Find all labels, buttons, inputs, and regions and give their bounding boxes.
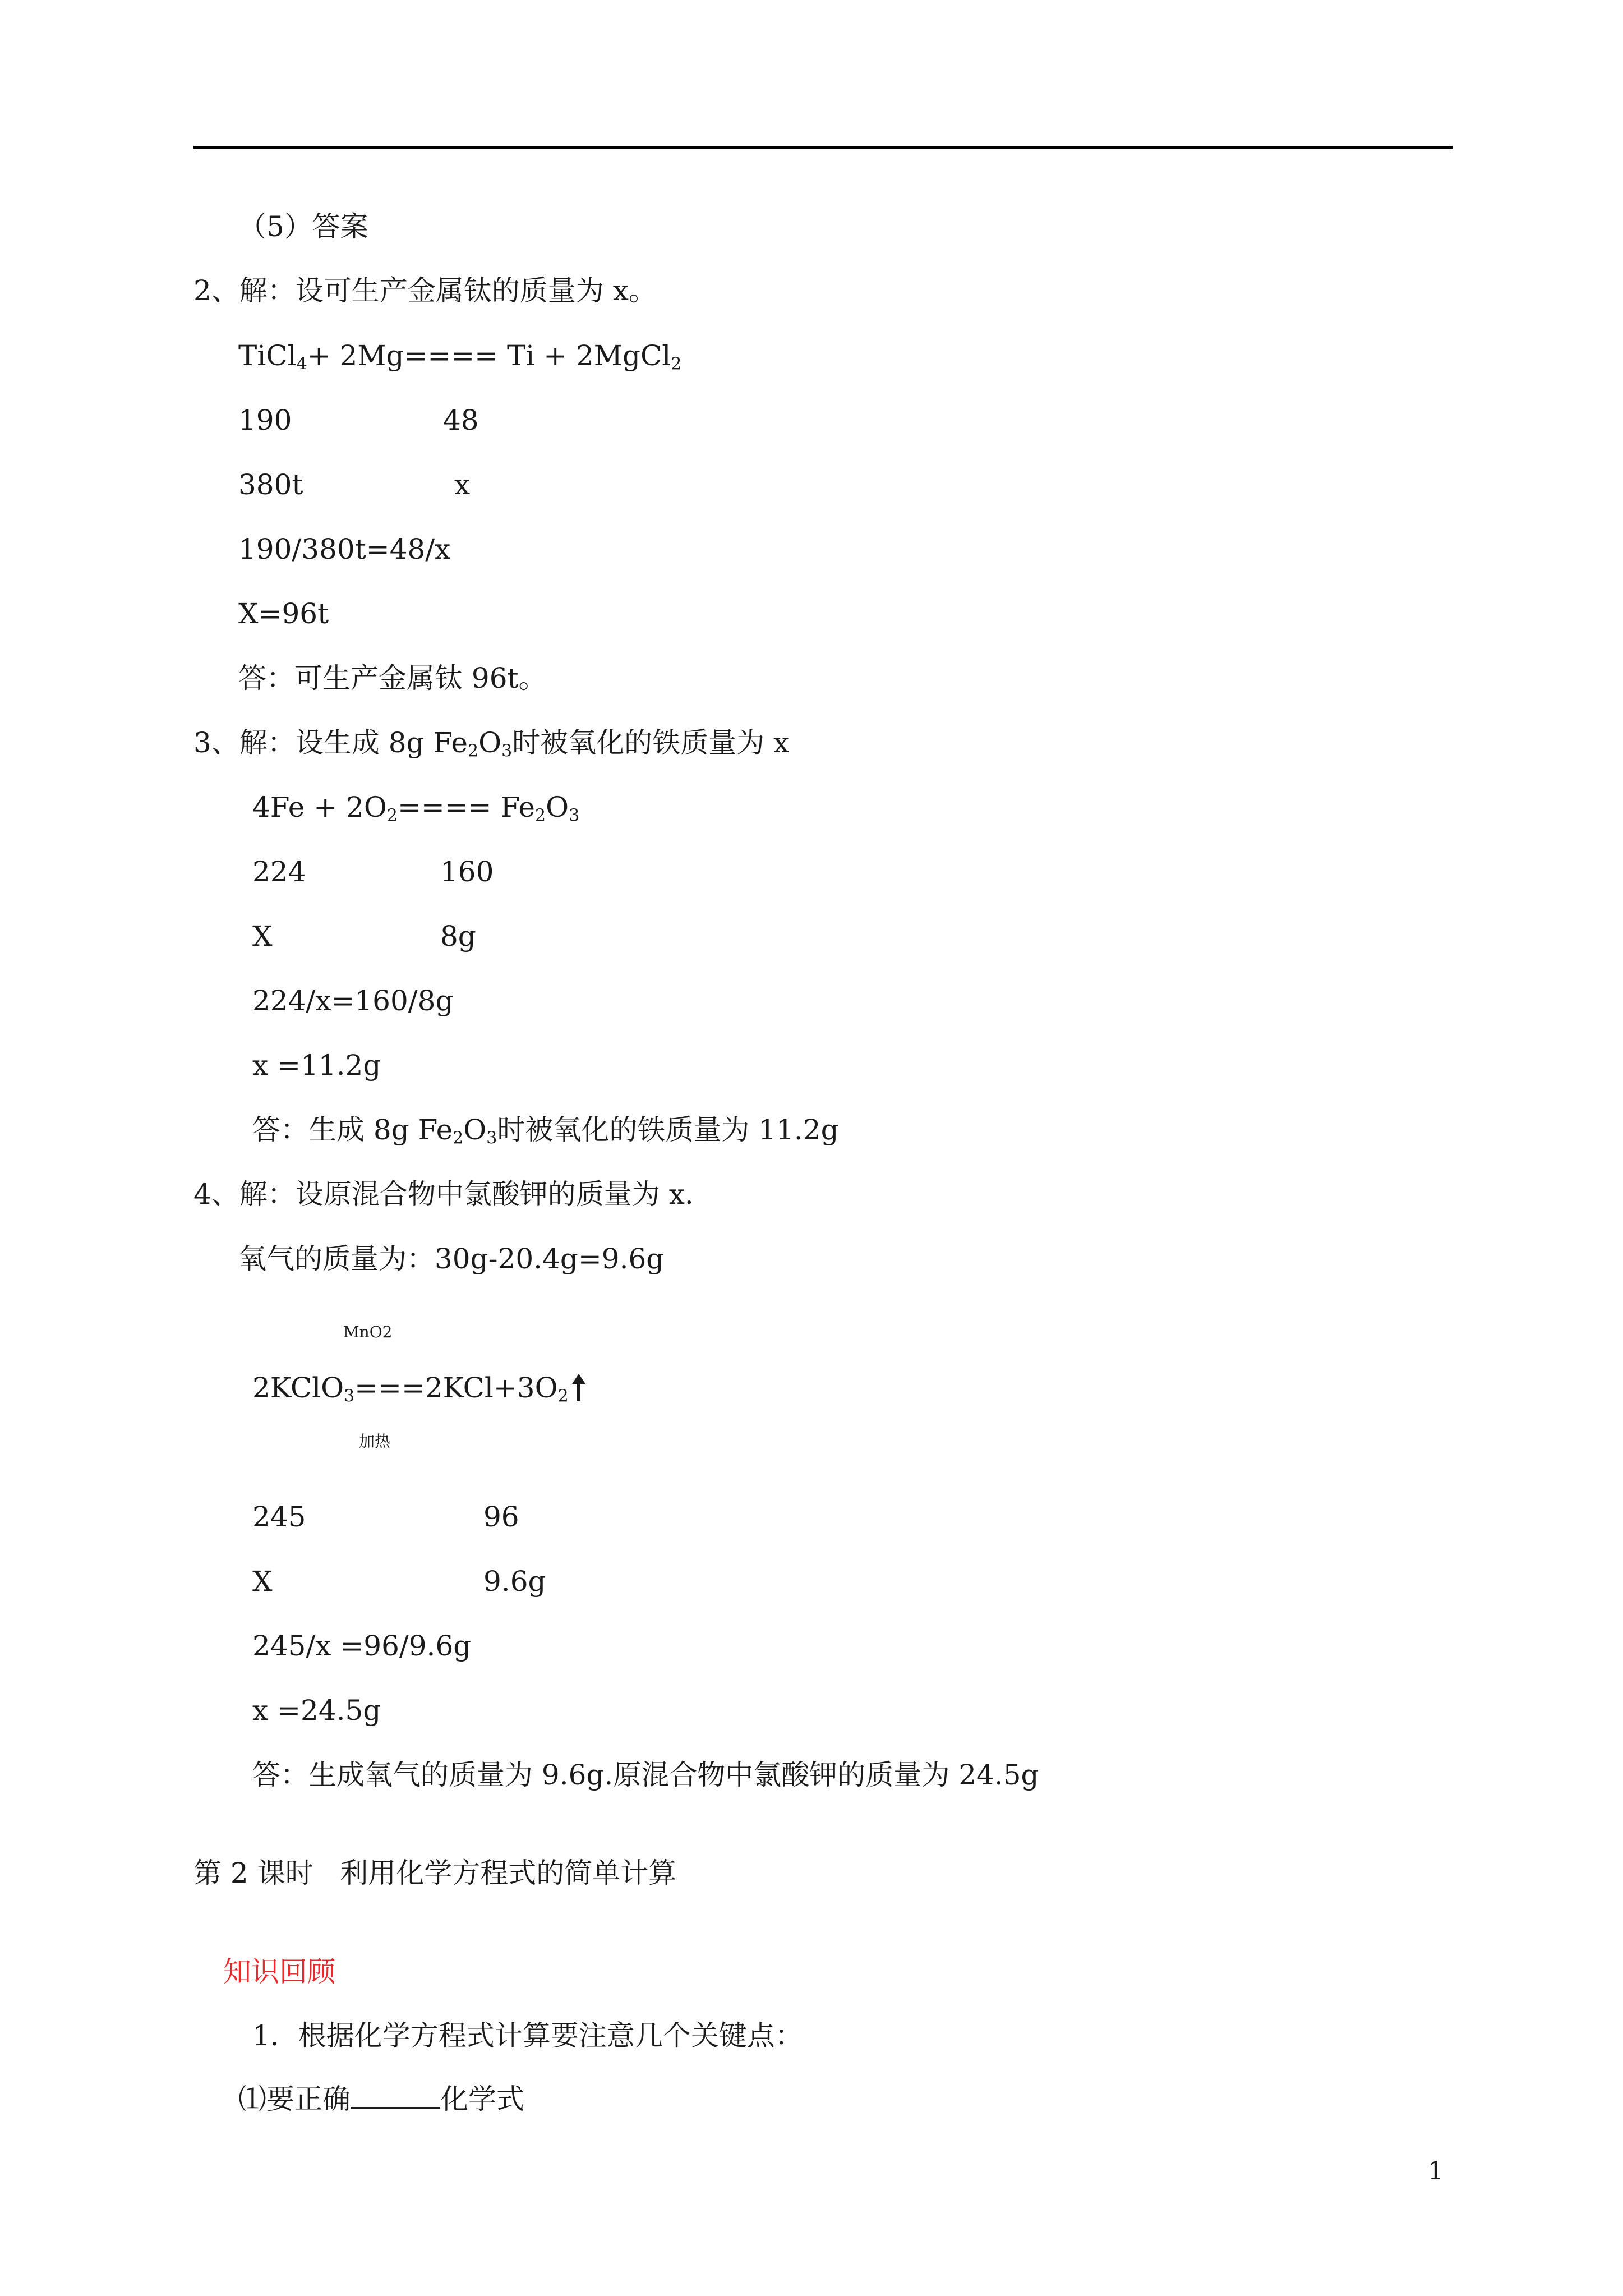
answer-heading: （5）答案 [238,210,368,243]
problem-4-mass-ratio-oxygen: 96 [483,1501,519,1533]
problem-2-proportion: 190/380t=48/x [238,533,451,565]
key-point-1: ⑴要正确 化学式 [238,2083,524,2115]
problem-3-equation: $4Fe + 2O_2==== Fe_2O_3$ [252,791,580,826]
section-heading: 知识回顾 [223,1955,335,1988]
problem-3-result: x =11.2g [252,1049,381,1082]
heating-condition-label: 加热 [359,1432,391,1451]
problem-4-equation: $2KClO_3===2KCl+3O_2$ [252,1371,585,1405]
catalyst-label: MnO2 [343,1323,393,1341]
problem-2-equation: TiCl$_4$+ 2Mg==== Ti + 2MgCl$_2$ [238,339,682,374]
problem-4-setup: 4、解：设原混合物中氯酸钾的质量为 x. [193,1178,694,1211]
problem-2-mass-ratio: 190 [238,404,292,436]
problem-2-mass-ratio-ti: 48 [443,404,479,436]
problem-4-answer: 答：生成氧气的质量为 9.6g.原混合物中氯酸钾的质量为 24.5g [252,1759,1039,1791]
problem-3-mass-ratio-oxide: 160 [440,855,494,888]
problem-3-known-mass: 8g [440,920,476,953]
problem-3-setup: 3、解：设生成 8g $Fe_2O_3$时被氧化的铁质量为 x [193,726,790,761]
problem-2-known-mass: 380t [238,468,303,501]
problem-4-result: x =24.5g [252,1694,381,1727]
problem-4-unknown: X [252,1565,273,1598]
problem-3-proportion: 224/x=160/8g [252,984,454,1017]
problem-4-oxygen-mass: 氧气的质量为：30g-20.4g=9.6g [238,1243,665,1275]
problem-4-proportion: 245/x =96/9.6g [252,1630,472,1662]
problem-4-mass-ratio: 245 [252,1501,306,1533]
problem-3-mass-ratio: 224 [252,855,306,888]
fill-in-blank [351,2082,440,2109]
gas-up-arrow-icon [572,1374,585,1401]
problem-2-answer: 答：可生产金属钛 96t。 [238,662,547,694]
header-rule [193,146,1453,149]
problem-3-unknown: X [252,920,273,953]
problem-4-known-mass: 9.6g [483,1565,546,1598]
problem-2-setup: 2、解：设可生产金属钛的质量为 x。 [193,274,657,307]
problem-3-answer: 答：生成 8g $Fe_2O_3$时被氧化的铁质量为 11.2g [252,1114,839,1148]
page-number: 1 [1428,2157,1444,2185]
problem-2-result: X=96t [238,597,329,630]
problem-2-unknown: x [454,468,471,501]
lesson-title: 第 2 课时 利用化学方程式的简单计算 [193,1857,677,1889]
key-points-intro: 1．根据化学方程式计算要注意几个关键点： [252,2019,803,2052]
